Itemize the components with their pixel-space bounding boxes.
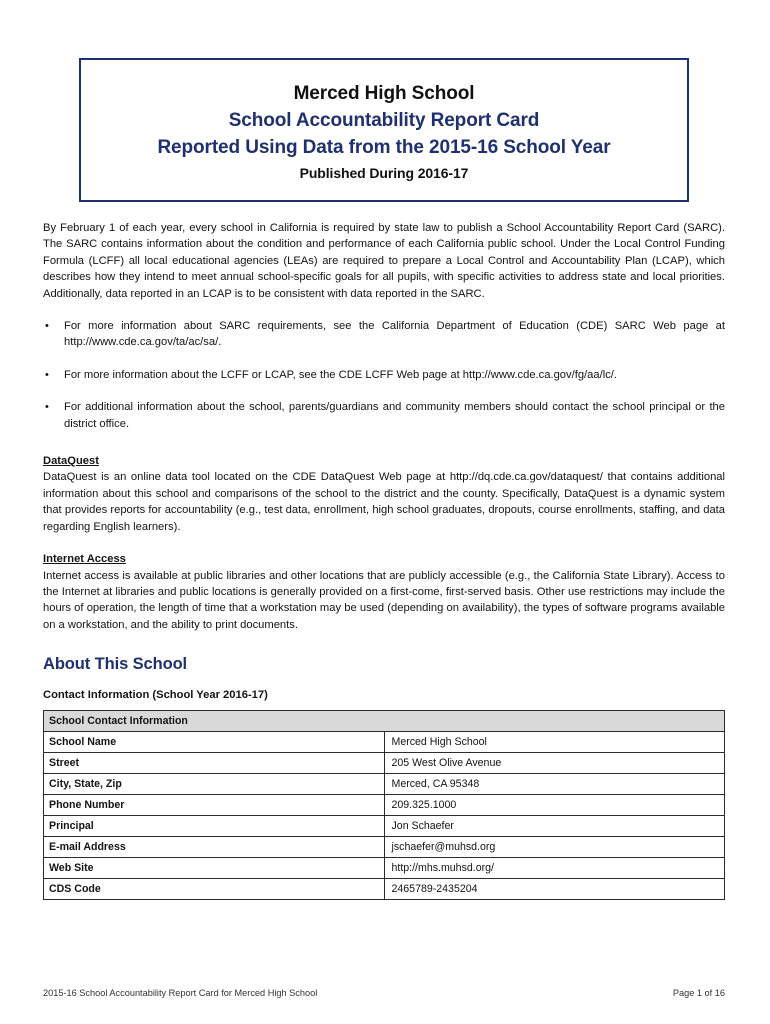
bullet-icon: • [45, 401, 49, 414]
row-label: Web Site [44, 858, 385, 879]
footer-left-text: 2015-16 School Accountability Report Card for Merced High School [43, 988, 318, 998]
row-label: E-mail Address [44, 837, 385, 858]
table-row [44, 774, 725, 795]
table-row [44, 816, 725, 837]
table-row [44, 753, 725, 774]
list-item [43, 399, 725, 432]
bullet-icon: • [45, 368, 49, 381]
row-value: 209.325.1000 [384, 795, 725, 816]
report-card-title: School Accountability Report Card [228, 109, 540, 131]
report-title-box [79, 58, 689, 202]
intro-bullet-list [43, 318, 725, 432]
row-label: Principal [44, 816, 385, 837]
school-contact-information-table [43, 710, 725, 900]
bullet-icon: • [45, 320, 49, 333]
report-year-title: Reported Using Data from the 2015-16 School Year [157, 136, 611, 158]
page-footer [43, 988, 725, 998]
table-header-cell: School Contact Information [44, 711, 725, 732]
internet-access-paragraph: Internet access is available at public libraries and other locations that are publicly accessible (e.g., the California State Library). Access to the Internet at libraries and public locations is generally provided on a first-come, first-served basis. Other use restrictions may include the hours of operation, the length of time that a workstation may be used (depending on availability), the types of software programs available on a workstation, and the ability to print documents. [43, 569, 725, 631]
row-label: Phone Number [44, 795, 385, 816]
row-value: 2465789-2435204 [384, 879, 725, 900]
row-value: http://mhs.muhsd.org/ [384, 858, 725, 879]
table-row [44, 795, 725, 816]
published-during-title: Published During 2016-17 [299, 164, 469, 181]
table-header-row [44, 711, 725, 732]
dataquest-heading: DataQuest [43, 455, 99, 468]
internet-access-heading: Internet Access [43, 553, 126, 566]
row-label: City, State, Zip [44, 774, 385, 795]
table-row [44, 858, 725, 879]
row-label: Street [44, 753, 385, 774]
row-value: Jon Schaefer [384, 816, 725, 837]
school-name-title: Merced High School [293, 82, 475, 104]
row-value: jschaefer@muhsd.org [384, 837, 725, 858]
row-label: CDS Code [44, 879, 385, 900]
list-item-text: For additional information about the school, parents/guardians and community members should contact the school principal or the district office. [64, 401, 725, 430]
footer-page-number: Page 1 of 16 [672, 988, 725, 998]
row-label: School Name [44, 732, 385, 753]
dataquest-paragraph: DataQuest is an online data tool located on the CDE DataQuest Web page at http://dq.cde.ca.gov/dataquest/ that contains additional information about this school and comparisons of the school to the district and the county. Specifically, DataQuest is a dynamic system that provides reports for accountability (e.g., test data, enrollment, high school graduates, dropouts, course enrollments, staffing, and data regarding English learners). [43, 471, 725, 533]
document-body [43, 220, 725, 900]
row-value: Merced, CA 95348 [384, 774, 725, 795]
table-row [44, 732, 725, 753]
table-row [44, 879, 725, 900]
list-item-text: For more information about SARC requirements, see the California Department of Education (CDE) SARC Web page at http://www.cde.ca.gov/ta/ac/sa/. [64, 320, 725, 349]
list-item-text: For more information about the LCFF or LCAP, see the CDE LCFF Web page at http://www.cde.ca.gov/fg/aa/lc/. [64, 368, 618, 381]
list-item [43, 318, 725, 351]
contact-information-caption: Contact Information (School Year 2016-17) [43, 689, 268, 702]
table-row [44, 837, 725, 858]
row-value: 205 West Olive Avenue [384, 753, 725, 774]
about-this-school-heading: About This School [43, 655, 188, 674]
intro-paragraph: By February 1 of each year, every school in California is required by state law to publish a School Accountability Report Card (SARC). The SARC contains information about the condition and performance of each California public school. Under the Local Control Funding Formula (LCFF) all local educational agencies (LEAs) are required to prepare a Local Control and Accountability Plan (LCAP), which describes how they intend to meet annual school-specific goals for all pupils, with specific activities to address state and local priorities. Additionally, data reported in an LCAP is to be consistent with data reported in the SARC. [43, 222, 725, 300]
list-item [43, 367, 725, 383]
row-value: Merced High School [384, 732, 725, 753]
